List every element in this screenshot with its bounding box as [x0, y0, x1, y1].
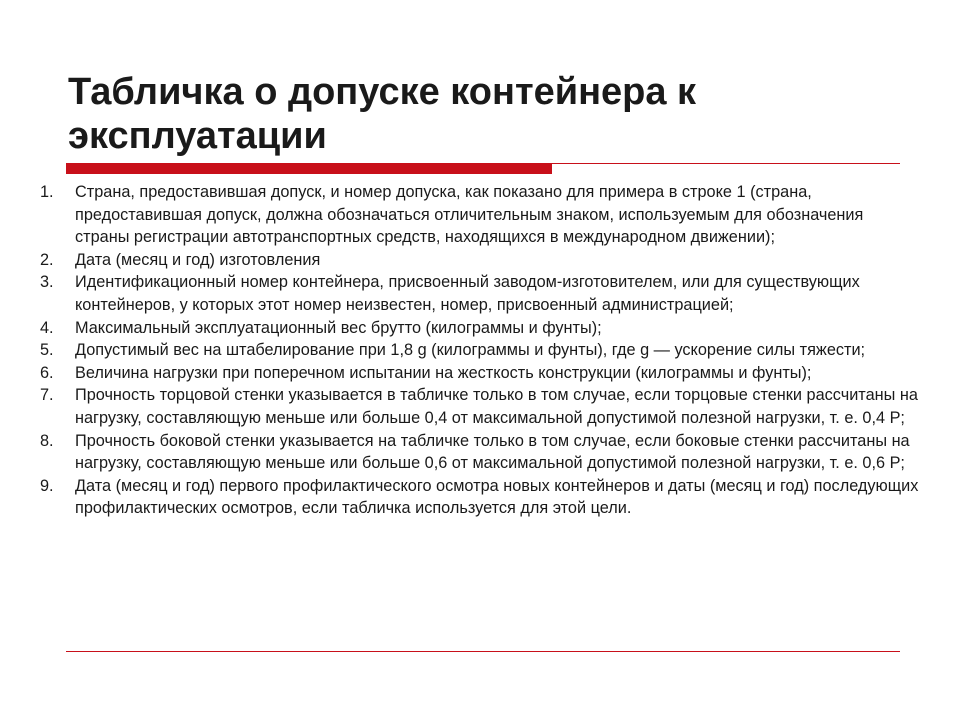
list-item-text: Дата (месяц и год) первого профилактического осмотра новых контейнеров и даты (месяц и год) последующих профилактических осмотров, если табличка используется для этой цели. — [75, 476, 919, 518]
title-underline-thin — [552, 163, 900, 164]
list-item-number: 5. — [40, 341, 54, 360]
list-item-text: Идентификационный номер контейнера, присвоенный заводом-изготовителем, или для существующих контейнеров, у которых этот номер неизвестен, номер, присвоенный администрацией; — [75, 273, 860, 314]
list-item-number: 3. — [40, 273, 54, 292]
list-item-text: Прочность торцовой стенки указывается в табличке только в том случае, если торцовые стенки рассчитаны на нагрузку, составляющую меньше или больше 0,4 от максимальной допустимой полезной нагрузки, т. е. 0,4 P; — [75, 386, 918, 427]
list-item-text: Прочность боковой стенки указывается на табличке только в том случае, если боковые стенки рассчитаны на нагрузку, составляющую меньше или больше 0,6 от максимальной допустимой полезной нагрузки, т. е. 0,6 P; — [75, 431, 910, 473]
requirements-list — [40, 181, 920, 520]
list-item-number: 1. — [40, 183, 54, 201]
slide-title: Табличка о допуске контейнера к эксплуатации — [68, 71, 697, 157]
list-item — [40, 430, 920, 475]
list-item — [40, 362, 920, 385]
list-item-number: 4. — [40, 318, 54, 337]
list-item — [40, 475, 920, 520]
title-underline-thick — [66, 163, 552, 174]
list-item-number: 6. — [40, 363, 54, 382]
list-item — [40, 271, 920, 316]
list-item-text: Максимальный эксплуатационный вес брутто (килограммы и фунты); — [75, 318, 602, 337]
list-item-number: 8. — [40, 431, 54, 450]
list-item-text: Страна, предоставившая допуск, и номер допуска, как показано для примера в строке 1 (страна, предоставившая допуск, должна обозначаться отличительным знаком, используемым для обозначения страны регистрации автотранспортных средств, находящихся в международном движении); — [75, 183, 864, 247]
list-item-text: Величина нагрузки при поперечном испытании на жесткость конструкции (килограммы и фунты); — [75, 363, 812, 382]
bottom-rule — [66, 651, 900, 652]
list-item-text: Допустимый вес на штабелирование при 1,8 g (килограммы и фунты), где g — ускорение силы тяжести; — [75, 341, 866, 360]
list-item-number: 2. — [40, 250, 54, 269]
list-item — [40, 317, 920, 340]
list-item — [40, 181, 920, 249]
title-underline — [66, 163, 900, 174]
list-item-text: Дата (месяц и год) изготовления — [75, 250, 321, 269]
list-item-number: 9. — [40, 476, 54, 495]
list-item — [40, 384, 920, 429]
list-item — [40, 339, 920, 362]
list-item-number: 7. — [40, 386, 54, 405]
list-item — [40, 249, 920, 272]
